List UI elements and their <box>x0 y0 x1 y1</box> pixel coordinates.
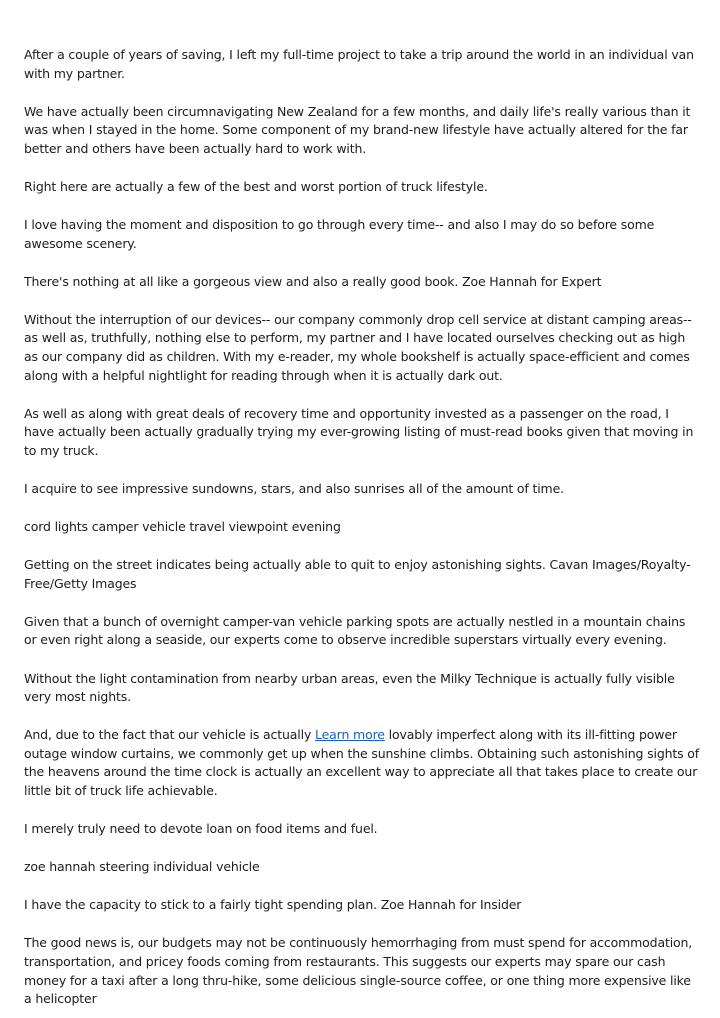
image-caption: zoe hannah steering individual vehicle <box>24 859 260 875</box>
paragraph: Given that a bunch of overnight camper-van vehicle parking spots are actually nestled in a mountain chains or even right along a seaside, our experts come to observe incredible superstars virtually every evening. <box>24 613 686 648</box>
paragraph: Getting on the street indicates being actually able to quit to enjoy astonishing sights. Cavan Images/Royalty-Free/Getty Images <box>24 557 691 591</box>
paragraph: After a couple of years of saving, I left my full-time project to take a trip around the world in an individual van with my partner. <box>24 47 694 81</box>
paragraph: I merely truly need to devote loan on food items and fuel. <box>24 821 378 837</box>
paragraph: As well as along with great deals of recovery time and opportunity invested as a passenger on the road, I have actually been actually gradually trying my ever-growing listing of must-read books given that moving in to my truck. <box>24 405 694 458</box>
paragraph: I love having the moment and disposition to go through every time-- and also I may do so before some awesome scenery. <box>24 217 655 251</box>
paragraph: I have the capacity to stick to a fairly tight spending plan. Zoe Hannah for Insider <box>24 897 522 913</box>
paragraph: Right here are actually a few of the best and worst portion of truck lifestyle. <box>24 178 488 194</box>
learn-more-link[interactable]: Learn more <box>315 727 385 743</box>
paragraph: Without the interruption of our devices-- our company commonly drop cell service at distant camping areas-- as well as, truthfully, nothing else to perform, my partner and I have located ourselves checking out as high as our company did as children. With my e-reader, my whole bookshelf is actually space-efficient and comes along with a helpful nightlight for reading through when it is actually dark out. <box>24 311 692 383</box>
paragraph: Without the light contamination from nearby urban areas, even the Milky Technique is actually fully visible very most nights. <box>24 670 675 705</box>
paragraph: We have actually been circumnavigating New Zealand for a few months, and daily life's really various than it was when I stayed in the home. Some component of my brand-new lifestyle have actually altered for the far better and others have been actually hard to work with. <box>24 103 691 156</box>
image-caption: cord lights camper vehicle travel viewpoint evening <box>24 519 341 535</box>
paragraph-with-link <box>24 726 700 800</box>
paragraph-text: lovably imperfect along with its ill-fitting power outage window curtains, we commonly get up when the sunshine climbs. Obtaining such astonishing sights of the heavens around the time clock is actually an excellent way to appreciate all that takes place to create our little bit of truck life achievable. <box>24 727 700 799</box>
paragraph: There's nothing at all like a gorgeous view and also a really good book. Zoe Hannah for Expert <box>24 273 602 289</box>
paragraph: I acquire to see impressive sundowns, stars, and also sunrises all of the amount of time. <box>24 481 564 496</box>
paragraph-text: And, due to the fact that our vehicle is actually <box>24 727 316 743</box>
paragraph: The good news is, our budgets may not be continuously hemorrhaging from must spend for accommodation, transportation, and pricey foods coming from restaurants. This suggests our experts may spare our cash money for a taxi after a long thru-hike, some delicious single-source coffee, or one thing more expensive like a helicopter <box>24 935 693 1007</box>
